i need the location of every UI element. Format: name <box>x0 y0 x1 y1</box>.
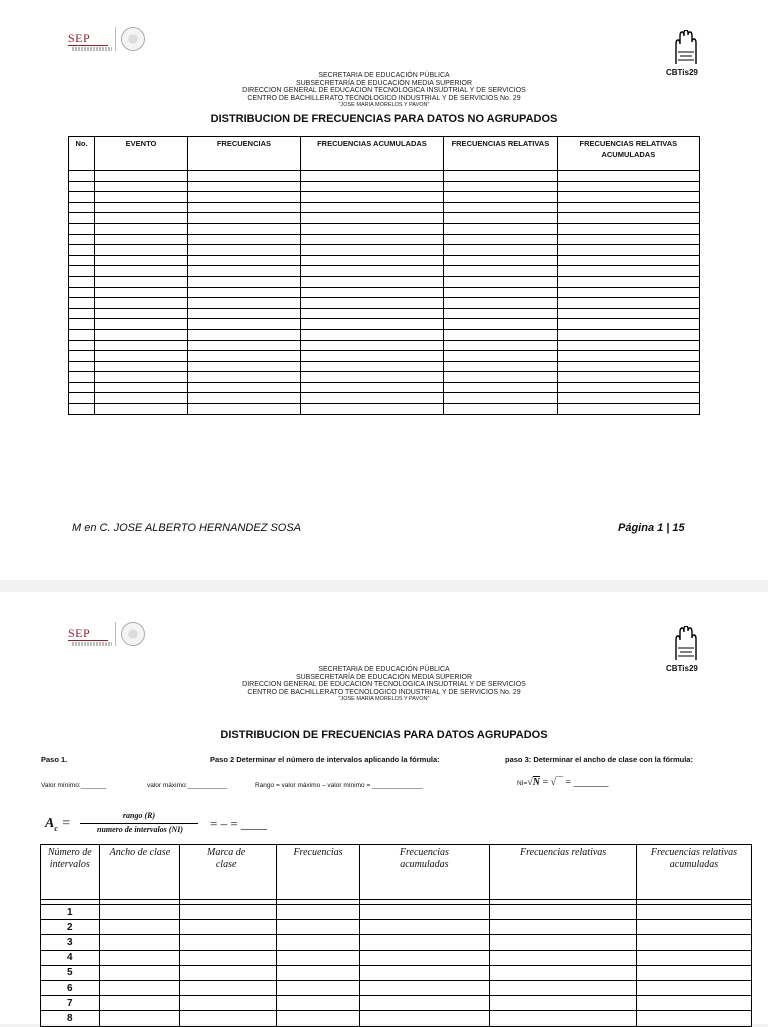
table-cell[interactable] <box>95 287 188 298</box>
header-line-5: "JOSE MARIA MORELOS Y PAVON" <box>338 696 430 702</box>
table-cell[interactable] <box>95 351 188 362</box>
column-header: Frecuencias relativas acumuladas <box>636 845 751 900</box>
table-cell[interactable] <box>188 223 301 234</box>
table-cell[interactable] <box>557 266 699 277</box>
table-cell[interactable] <box>188 202 301 213</box>
table-cell[interactable] <box>444 245 558 256</box>
table-cell[interactable] <box>179 965 276 980</box>
cbtis-logo-text: CBTis29 <box>666 664 698 673</box>
step-2-label: Paso 2 Determinar el número de intervalos aplicando la fórmula: <box>210 755 440 764</box>
table-cell[interactable] <box>95 382 188 393</box>
table-cell[interactable] <box>444 234 558 245</box>
table-cell[interactable] <box>95 245 188 256</box>
table-cell[interactable] <box>300 234 443 245</box>
table-cell[interactable] <box>444 276 558 287</box>
table-cell[interactable] <box>300 287 443 298</box>
table-row <box>69 202 700 213</box>
table-cell[interactable] <box>277 980 359 995</box>
table-cell[interactable] <box>444 266 558 277</box>
table-cell[interactable] <box>188 308 301 319</box>
table-cell[interactable] <box>557 287 699 298</box>
table-row <box>69 393 700 404</box>
column-header: EVENTO <box>95 137 188 171</box>
header-line-4: CENTRO DE BACHILLERATO TECNOLOGICO INDUSTRIAL Y DE SERVICIOS No. 29 <box>247 688 521 696</box>
header-line-3: DIRECCION GENERAL DE EDUCACION TECNOLOGICA INSUDTRIAL Y DE SERVICIOS <box>242 87 526 94</box>
table-cell[interactable] <box>557 192 699 203</box>
table-cell[interactable] <box>188 245 301 256</box>
table-cell[interactable] <box>188 319 301 330</box>
table-cell[interactable] <box>490 950 637 965</box>
table-cell[interactable] <box>444 372 558 383</box>
table-cell[interactable] <box>277 965 359 980</box>
table-cell[interactable] <box>444 340 558 351</box>
table-cell[interactable] <box>557 372 699 383</box>
table-cell[interactable] <box>557 298 699 309</box>
table-cell[interactable] <box>99 905 179 920</box>
table-cell[interactable] <box>557 319 699 330</box>
table-cell[interactable] <box>99 920 179 935</box>
max-value-field[interactable]: valor máximo:___________ <box>147 782 228 789</box>
column-header: Frecuencias relativas <box>490 845 637 900</box>
footer-page-number: Página 1 | 15 <box>618 522 685 534</box>
ni-formula-rest: = √‾‾ = _______ <box>542 777 609 788</box>
table-cell[interactable] <box>444 361 558 372</box>
table-row <box>69 329 700 340</box>
table-cell[interactable] <box>95 393 188 404</box>
table-cell[interactable] <box>69 372 95 383</box>
table-row <box>41 980 752 995</box>
table-cell[interactable] <box>95 308 188 319</box>
table-cell[interactable] <box>300 255 443 266</box>
table-cell[interactable] <box>490 920 637 935</box>
table-cell[interactable] <box>636 905 751 920</box>
table-row <box>69 276 700 287</box>
interval-number: 5 <box>41 965 100 980</box>
ac-denominator: numero de intervalos (NI) <box>97 825 183 834</box>
column-header: Número de intervalos <box>41 845 100 900</box>
table-row <box>69 223 700 234</box>
table-cell[interactable] <box>636 980 751 995</box>
table-row <box>69 404 700 415</box>
table-cell[interactable] <box>557 404 699 415</box>
frequency-table-ungrouped <box>68 136 700 415</box>
header-line-1: SECRETARIA DE EDUCACIÓN PÚBLICA <box>318 72 450 79</box>
column-header: FRECUENCIAS ACUMULADAS <box>300 137 443 171</box>
ac-numerator: rango (R) <box>122 811 156 820</box>
table-cell[interactable] <box>444 181 558 192</box>
table-cell[interactable] <box>188 287 301 298</box>
table-cell[interactable] <box>557 382 699 393</box>
table-cell[interactable] <box>557 245 699 256</box>
interval-number: 4 <box>41 950 100 965</box>
table-cell[interactable] <box>300 171 443 182</box>
range-field[interactable]: Rango = valor máximo – valor mínimo = ______________ <box>255 782 423 789</box>
table-cell[interactable] <box>69 245 95 256</box>
table-cell[interactable] <box>95 298 188 309</box>
table-row <box>69 192 700 203</box>
table-cell[interactable] <box>99 935 179 950</box>
mexico-seal-icon <box>121 27 145 51</box>
table-cell[interactable] <box>69 329 95 340</box>
column-header: FRECUENCIAS RELATIVAS ACUMULADAS <box>557 137 699 171</box>
table-cell[interactable] <box>557 351 699 362</box>
sep-logo-text: SEP <box>68 626 91 640</box>
table-cell[interactable] <box>444 202 558 213</box>
table-cell[interactable] <box>300 340 443 351</box>
table-row <box>69 171 700 182</box>
table-cell[interactable] <box>69 234 95 245</box>
table-cell[interactable] <box>277 905 359 920</box>
table-cell[interactable] <box>444 382 558 393</box>
table-row <box>69 372 700 383</box>
ac-equals: = <box>61 816 71 831</box>
table-cell[interactable] <box>557 181 699 192</box>
table-cell[interactable] <box>636 935 751 950</box>
table-cell[interactable] <box>557 202 699 213</box>
table-row <box>69 234 700 245</box>
table-cell[interactable] <box>359 950 490 965</box>
table-row <box>69 213 700 224</box>
ac-sub: c <box>54 823 58 833</box>
table-cell[interactable] <box>188 404 301 415</box>
table-cell[interactable] <box>359 965 490 980</box>
table-cell[interactable] <box>69 298 95 309</box>
column-header: No. <box>69 137 95 171</box>
table-cell[interactable] <box>179 905 276 920</box>
table-cell[interactable] <box>95 329 188 340</box>
table-cell[interactable] <box>69 287 95 298</box>
table-cell[interactable] <box>188 382 301 393</box>
table-cell[interactable] <box>95 181 188 192</box>
interval-number: 8 <box>41 1011 100 1026</box>
table-cell[interactable] <box>69 171 95 182</box>
table-cell[interactable] <box>444 298 558 309</box>
table-cell[interactable] <box>359 980 490 995</box>
sep-logo <box>68 25 148 55</box>
table-cell[interactable] <box>300 213 443 224</box>
table-cell[interactable] <box>95 234 188 245</box>
table-row <box>41 905 752 920</box>
table-cell[interactable] <box>444 213 558 224</box>
table-cell[interactable] <box>557 329 699 340</box>
table-cell[interactable] <box>188 192 301 203</box>
ni-formula-n: N <box>532 777 541 788</box>
table-cell[interactable] <box>69 319 95 330</box>
table-row <box>69 340 700 351</box>
page-title: DISTRIBUCION DE FRECUENCIAS PARA DATOS NO AGRUPADOS <box>210 113 558 125</box>
table-row <box>41 950 752 965</box>
table-cell[interactable] <box>179 996 276 1011</box>
table-cell[interactable] <box>300 404 443 415</box>
column-header: Marca de clase <box>179 845 276 900</box>
column-header: Frecuencias acumuladas <box>359 845 490 900</box>
table-row <box>69 382 700 393</box>
table-cell[interactable] <box>300 393 443 404</box>
table-cell[interactable] <box>444 308 558 319</box>
table-cell[interactable] <box>99 980 179 995</box>
table-header-row <box>41 845 752 900</box>
table-cell[interactable] <box>557 361 699 372</box>
table-cell[interactable] <box>95 192 188 203</box>
table-cell[interactable] <box>188 298 301 309</box>
table-cell[interactable] <box>490 965 637 980</box>
table-cell[interactable] <box>95 404 188 415</box>
table-cell[interactable] <box>300 382 443 393</box>
table-cell[interactable] <box>277 920 359 935</box>
table-cell[interactable] <box>95 171 188 182</box>
table-cell[interactable] <box>69 404 95 415</box>
table-cell[interactable] <box>300 202 443 213</box>
table-cell[interactable] <box>95 340 188 351</box>
table-cell[interactable] <box>300 361 443 372</box>
table-row <box>69 351 700 362</box>
table-cell[interactable] <box>300 245 443 256</box>
footer-author: M en C. JOSE ALBERTO HERNANDEZ SOSA <box>72 522 302 534</box>
table-cell[interactable] <box>179 935 276 950</box>
column-header: Ancho de clase <box>99 845 179 900</box>
table-cell[interactable] <box>95 202 188 213</box>
table-cell[interactable] <box>444 287 558 298</box>
table-row <box>69 245 700 256</box>
table-cell[interactable] <box>636 920 751 935</box>
ni-formula-prefix: NI= <box>517 780 528 787</box>
table-cell[interactable] <box>95 223 188 234</box>
table-cell[interactable] <box>188 234 301 245</box>
table-cell[interactable] <box>188 213 301 224</box>
table-cell[interactable] <box>300 329 443 340</box>
table-cell[interactable] <box>69 192 95 203</box>
table-cell[interactable] <box>444 393 558 404</box>
column-header: FRECUENCIAS <box>188 137 301 171</box>
table-row <box>41 920 752 935</box>
table-cell[interactable] <box>444 404 558 415</box>
step-3-label: paso 3: Determinar el ancho de clase con la fórmula: <box>505 755 693 764</box>
ac-rest: = ‒ = ____ <box>210 816 267 831</box>
header-line-1: SECRETARIA DE EDUCACIÓN PÚBLICA <box>318 666 450 673</box>
table-cell[interactable] <box>69 340 95 351</box>
table-cell[interactable] <box>69 308 95 319</box>
table-row <box>69 298 700 309</box>
table-row <box>69 181 700 192</box>
sep-logo-text: SEP <box>68 31 91 45</box>
column-header: Frecuencias <box>277 845 359 900</box>
table-cell[interactable] <box>300 181 443 192</box>
hand-logo-icon <box>672 626 700 662</box>
table-cell[interactable] <box>69 382 95 393</box>
page-title: DISTRIBUCION DE FRECUENCIAS PARA DATOS AGRUPADOS <box>220 729 548 741</box>
table-cell[interactable] <box>557 213 699 224</box>
cbtis-logo-text: CBTis29 <box>666 68 698 77</box>
table-row <box>41 965 752 980</box>
table-cell[interactable] <box>95 319 188 330</box>
table-cell[interactable] <box>557 234 699 245</box>
table-cell[interactable] <box>188 372 301 383</box>
table-cell[interactable] <box>490 980 637 995</box>
table-cell[interactable] <box>444 329 558 340</box>
header-line-2: SUBSECRETARÍA DE EDUCACIÓN MEDIA SUPERIOR <box>295 79 473 87</box>
table-cell[interactable] <box>300 319 443 330</box>
table-cell[interactable] <box>69 393 95 404</box>
table-cell[interactable] <box>444 319 558 330</box>
table-cell[interactable] <box>188 340 301 351</box>
table-cell[interactable] <box>99 965 179 980</box>
table-cell[interactable] <box>188 171 301 182</box>
table-cell[interactable] <box>444 223 558 234</box>
table-cell[interactable] <box>300 223 443 234</box>
interval-number: 1 <box>41 905 100 920</box>
hand-logo-icon <box>672 30 700 66</box>
table-cell[interactable] <box>300 372 443 383</box>
table-cell[interactable] <box>188 351 301 362</box>
interval-number: 7 <box>41 996 100 1011</box>
table-cell[interactable] <box>359 996 490 1011</box>
table-cell[interactable] <box>300 192 443 203</box>
table-cell[interactable] <box>359 905 490 920</box>
table-cell[interactable] <box>444 351 558 362</box>
table-cell[interactable] <box>188 181 301 192</box>
table-cell[interactable] <box>179 950 276 965</box>
table-cell[interactable] <box>69 255 95 266</box>
document-page-2 <box>0 592 768 1024</box>
table-header-row <box>69 137 700 171</box>
table-cell[interactable] <box>490 996 637 1011</box>
interval-number: 3 <box>41 935 100 950</box>
table-cell[interactable] <box>636 950 751 965</box>
institution-header <box>0 72 768 110</box>
table-cell[interactable] <box>277 935 359 950</box>
table-cell[interactable] <box>636 965 751 980</box>
header-line-5: "JOSE MARIA MORELOS Y PAVON" <box>338 102 430 108</box>
table-cell[interactable] <box>277 996 359 1011</box>
table-cell[interactable] <box>557 223 699 234</box>
header-line-2: SUBSECRETARÍA DE EDUCACIÓN MEDIA SUPERIOR <box>295 673 473 681</box>
table-row <box>69 255 700 266</box>
table-cell[interactable] <box>69 351 95 362</box>
table-cell[interactable] <box>490 935 637 950</box>
table-cell[interactable] <box>490 905 637 920</box>
table-cell[interactable] <box>99 950 179 965</box>
table-cell[interactable] <box>188 276 301 287</box>
table-cell[interactable] <box>69 181 95 192</box>
table-cell[interactable] <box>188 329 301 340</box>
table-cell[interactable] <box>444 255 558 266</box>
institution-header <box>0 666 768 704</box>
interval-number: 6 <box>41 980 100 995</box>
table-row <box>69 319 700 330</box>
table-cell[interactable] <box>179 980 276 995</box>
table-cell[interactable] <box>557 255 699 266</box>
table-cell[interactable] <box>300 298 443 309</box>
ni-formula[interactable]: NI=√N = √‾‾ = _______ <box>517 777 609 788</box>
table-cell[interactable] <box>95 372 188 383</box>
table-cell[interactable] <box>95 255 188 266</box>
table-row <box>69 266 700 277</box>
table-cell[interactable] <box>359 935 490 950</box>
header-line-3: DIRECCION GENERAL DE EDUCACION TECNOLOGICA INSUDTRIAL Y DE SERVICIOS <box>242 681 526 688</box>
table-cell[interactable] <box>277 950 359 965</box>
table-cell[interactable] <box>557 340 699 351</box>
table-cell[interactable] <box>179 920 276 935</box>
table-cell[interactable] <box>99 996 179 1011</box>
table-cell[interactable] <box>557 393 699 404</box>
table-cell[interactable] <box>188 361 301 372</box>
table-cell[interactable] <box>300 266 443 277</box>
mexico-seal-icon <box>121 622 145 646</box>
table-cell[interactable] <box>188 266 301 277</box>
table-cell[interactable] <box>636 996 751 1011</box>
table-cell[interactable] <box>444 171 558 182</box>
table-cell[interactable] <box>95 361 188 372</box>
table-cell[interactable] <box>69 276 95 287</box>
step-1-label: Paso 1. <box>41 755 68 764</box>
table-cell[interactable] <box>444 192 558 203</box>
table-row <box>69 361 700 372</box>
column-header: FRECUENCIAS RELATIVAS <box>444 137 558 171</box>
table-cell[interactable] <box>69 202 95 213</box>
table-row <box>41 996 752 1011</box>
table-cell[interactable] <box>300 351 443 362</box>
cbtis-logo <box>662 30 712 78</box>
table-row <box>41 935 752 950</box>
header-line-4: CENTRO DE BACHILLERATO TECNOLOGICO INDUSTRIAL Y DE SERVICIOS No. 29 <box>247 94 521 102</box>
table-cell[interactable] <box>557 276 699 287</box>
table-cell[interactable] <box>188 393 301 404</box>
table-cell[interactable] <box>300 276 443 287</box>
table-cell[interactable] <box>188 255 301 266</box>
table-cell[interactable] <box>69 266 95 277</box>
ac-lhs: A <box>45 816 55 831</box>
table-cell[interactable] <box>557 171 699 182</box>
sep-logo <box>68 620 148 650</box>
table-cell[interactable] <box>359 920 490 935</box>
table-row <box>69 287 700 298</box>
interval-number: 2 <box>41 920 100 935</box>
table-cell[interactable] <box>557 308 699 319</box>
table-cell[interactable] <box>95 213 188 224</box>
table-cell[interactable] <box>69 213 95 224</box>
table-cell[interactable] <box>300 308 443 319</box>
table-cell[interactable] <box>69 223 95 234</box>
min-value-field[interactable]: Valor mínimo:_______ <box>41 782 106 789</box>
table-row <box>69 308 700 319</box>
table-cell[interactable] <box>95 266 188 277</box>
frequency-table-grouped <box>40 844 752 1027</box>
table-cell[interactable] <box>69 361 95 372</box>
table-cell[interactable] <box>95 276 188 287</box>
